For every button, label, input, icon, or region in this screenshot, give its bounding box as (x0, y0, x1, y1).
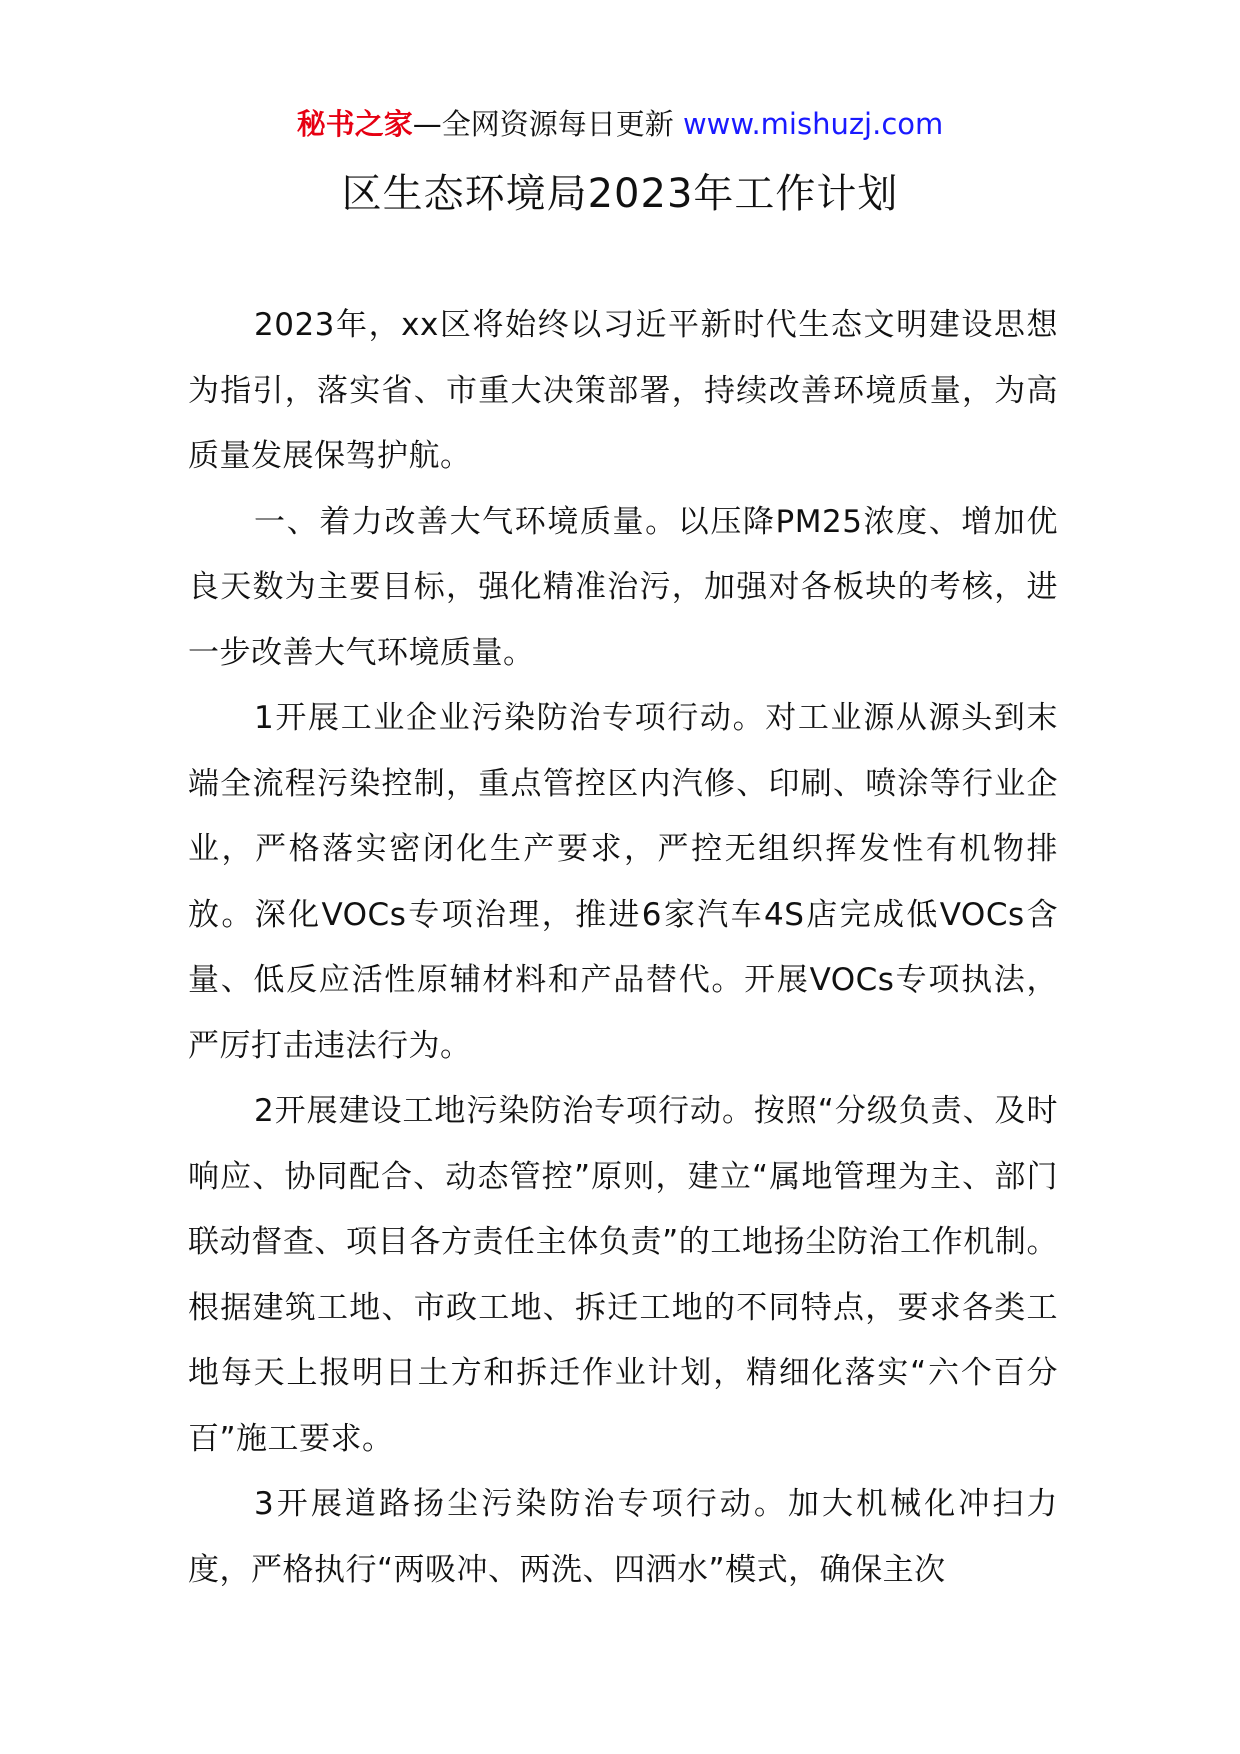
paragraph-item-3: 3开展道路扬尘污染防治专项行动。加大机械化冲扫力度，严格执行“两吸冲、两洗、四洒水”模式，确保主次 (188, 1486, 1058, 1588)
site-header (0, 104, 1240, 144)
brand-name: 秘书之家 (296, 107, 413, 141)
site-slogan: —全网资源每日更新 (412, 107, 683, 141)
document-title: 区生态环境局2023年工作计划 (341, 171, 899, 217)
site-url-link[interactable]: www.mishuzj.com (682, 107, 944, 141)
paragraph-intro: 2023年，xx区将始终以习近平新时代生态文明建设思想为指引，落实省、市重大决策部署，持续改善环境质量，为高质量发展保驾护航。 (188, 307, 1058, 474)
paragraph-item-2: 2开展建设工地污染防治专项行动。按照“分级负责、及时响应、协同配合、动态管控”原则，建立“属地管理为主、部门联动督查、项目各方责任主体负责”的工地扬尘防治工作机制。根据建筑工地、市政工地、拆迁工地的不同特点，要求各类工地每天上报明日土方和拆迁作业计划，精细化落实“六个百分百”施工要求。 (188, 1093, 1058, 1457)
paragraph-section-1: 一、着力改善大气环境质量。以压降PM25浓度、增加优良天数为主要目标，强化精准治污，加强对各板块的考核，进一步改善大气环境质量。 (188, 503, 1058, 671)
paragraph-item-1: 1开展工业企业污染防治专项行动。对工业源从源头到末端全流程污染控制，重点管控区内汽修、印刷、喷涂等行业企业，严格落实密闭化生产要求，严控无组织挥发性有机物排放。深化VOCs专项治理，推进6家汽车4S店完成低VOCs含量、低反应活性原辅材料和产品替代。开展VOCs专项执法，严厉打击违法行为。 (188, 700, 1058, 1064)
document-body (188, 293, 1058, 1603)
